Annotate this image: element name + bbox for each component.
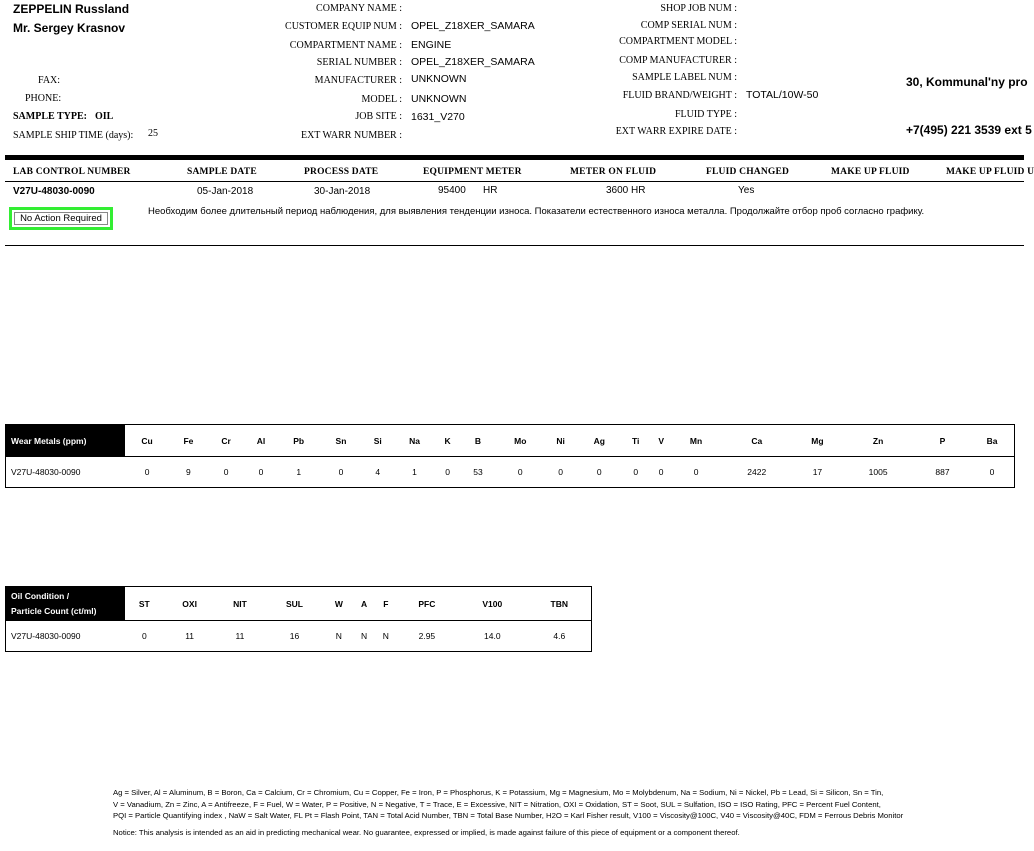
- table-cell: 0: [693, 467, 699, 477]
- field-label: MANUFACTURER :: [314, 75, 402, 86]
- status-badge: [9, 207, 113, 230]
- table-cell: N: [382, 631, 389, 641]
- table-cell: 2.95: [418, 631, 436, 641]
- field-value: OPEL_Z18XER_SAMARA: [411, 20, 535, 32]
- col-a: A: [353, 587, 375, 621]
- col-process-date: PROCESS DATE: [304, 167, 379, 177]
- col-v: V: [650, 425, 672, 457]
- oil-condition-title-line1: Oil Condition /: [11, 590, 70, 601]
- col-sul: SUL: [264, 587, 324, 621]
- table-cell: 16: [289, 631, 300, 641]
- row-label: V27U-48030-0090: [11, 467, 81, 477]
- col-st: ST: [125, 587, 164, 621]
- field-value: ENGINE: [411, 39, 452, 51]
- field-label: EXT WARR NUMBER :: [300, 130, 402, 141]
- section-rule: [5, 155, 1024, 160]
- col-f: F: [375, 587, 397, 621]
- col-tbn: TBN: [528, 587, 592, 621]
- field-label: MODEL :: [361, 94, 402, 105]
- col-na: Na: [393, 425, 435, 457]
- field-label: SERIAL NUMBER :: [316, 57, 402, 68]
- table-cell: 9: [186, 467, 191, 477]
- field-value: UNKNOWN: [411, 93, 467, 105]
- sample-type-value: OIL: [95, 111, 114, 122]
- wear-metals-header: [6, 425, 1015, 457]
- field-label: COMPARTMENT NAME :: [289, 40, 402, 51]
- table-cell: 17: [812, 467, 823, 477]
- wear-metals-table: [5, 424, 1015, 488]
- equipment-meter: 95400: [438, 185, 466, 196]
- wear-metals-title: Wear Metals (ppm): [6, 425, 126, 457]
- col-sample-date: SAMPLE DATE: [187, 167, 257, 177]
- row-label: V27U-48030-0090: [11, 631, 81, 641]
- col-w: W: [325, 587, 354, 621]
- oil-condition-title: [6, 587, 126, 621]
- table-cell: 14.0: [484, 631, 501, 641]
- ship-time-value: 25: [148, 128, 158, 139]
- table-row: [6, 621, 592, 652]
- col-mg: Mg: [794, 425, 842, 457]
- field-label: CUSTOMER EQUIP NUM :: [285, 21, 402, 32]
- col-p: P: [915, 425, 970, 457]
- field-label: SHOP JOB NUM :: [660, 3, 737, 14]
- field-label: COMPARTMENT MODEL :: [619, 36, 737, 47]
- col-b: B: [460, 425, 497, 457]
- col-oxi: OXI: [164, 587, 216, 621]
- table-cell: 887: [935, 467, 950, 477]
- oil-condition-title-line2: Particle Count (ct/ml): [11, 605, 97, 616]
- table-cell: 0: [658, 467, 664, 477]
- sample-type-label: SAMPLE TYPE:: [13, 111, 87, 122]
- field-label: SAMPLE LABEL NUM :: [632, 72, 737, 83]
- col-al: Al: [244, 425, 277, 457]
- col-ca: Ca: [720, 425, 794, 457]
- equipment-meter-unit: HR: [483, 185, 498, 196]
- table-cell: 0: [558, 467, 564, 477]
- fluid-changed: Yes: [738, 185, 755, 196]
- field-label: COMPANY NAME :: [316, 3, 402, 14]
- fax-label: FAX:: [38, 75, 61, 86]
- field-value: 1631_V270: [411, 111, 465, 123]
- section-bottom-rule: [5, 245, 1024, 246]
- field-label: COMP SERIAL NUM :: [640, 20, 737, 31]
- legend-notice: Notice: This analysis is intended as an aid in predicting mechanical wear. No guarantee, expressed or implied, is made against failure of this piece of equipment or a component thereof.: [113, 828, 740, 837]
- col-ba: Ba: [970, 425, 1014, 457]
- table-cell: 0: [517, 467, 523, 477]
- col-v100: V100: [457, 587, 528, 621]
- table-cell: N: [360, 631, 368, 641]
- col-mo: Mo: [496, 425, 544, 457]
- field-label: COMP MANUFACTURER :: [619, 55, 737, 66]
- col-fe: Fe: [169, 425, 208, 457]
- oil-condition-header: [6, 587, 592, 621]
- table-cell: 0: [141, 631, 147, 641]
- table-cell: 1005: [868, 467, 888, 477]
- col-ag: Ag: [577, 425, 621, 457]
- oil-condition-table: [5, 586, 592, 652]
- table-cell: 53: [473, 467, 483, 477]
- table-cell: 2422: [747, 467, 767, 477]
- legend-line-2: V = Vanadium, Zn = Zinc, A = Antifreeze, F = Fuel, W = Water, P = Positive, N = Negative, T = Trace, E = Excessive, NIT = Nitration, OXI = Oxidation, ST = Soot, SUL = Sulfation, ISO = ISO Rating, PFC = Percent Fuel Content,: [113, 800, 881, 809]
- table-cell: 0: [445, 467, 450, 477]
- col-ni: Ni: [544, 425, 577, 457]
- meter-on-fluid: 3600 HR: [606, 185, 646, 196]
- table-cell: 0: [633, 467, 639, 477]
- table-cell: 4: [375, 467, 381, 477]
- col-cu: Cu: [125, 425, 169, 457]
- field-label: JOB SITE :: [355, 111, 402, 122]
- sample-date: 05-Jan-2018: [197, 186, 254, 197]
- table-cell: 1: [412, 467, 417, 477]
- table-cell: 0: [338, 467, 344, 477]
- table-cell: 0: [223, 467, 229, 477]
- table-cell: 4.6: [553, 631, 566, 641]
- col-pb: Pb: [278, 425, 320, 457]
- legend-line-3: PQI = Particle Quantifying index , NaW = Salt Water, FL Pt = Flash Point, TAN = Total Acid Number, TBN = Total Base Number, H2O = Karl Fisher result, V100 = Viscosity@100C, V40 = Viscosity@40C, FDM = Ferrous Debris Monitor: [113, 811, 904, 820]
- col-meter-on-fluid: METER ON FLUID: [570, 167, 657, 177]
- col-equipment-meter: EQUIPMENT METER: [423, 167, 522, 177]
- col-make-up-fluid-unit: MAKE UP FLUID U: [946, 167, 1034, 177]
- table-cell: 11: [185, 631, 195, 641]
- table-cell: 1: [296, 467, 302, 477]
- address: 30, Kommunal'ny pro: [906, 75, 1028, 89]
- table-row: [6, 457, 1015, 488]
- header-underline: [5, 181, 1024, 182]
- contact-name: Mr. Sergey Krasnov: [13, 21, 126, 35]
- status-text: No Action Required: [20, 213, 102, 224]
- fluid-brand-value: TOTAL/10W-50: [746, 89, 819, 101]
- table-cell: 0: [144, 467, 150, 477]
- col-fluid-changed: FLUID CHANGED: [706, 167, 790, 177]
- col-make-up-fluid: MAKE UP FLUID: [831, 167, 910, 177]
- col-lab-control-number: LAB CONTROL NUMBER: [13, 167, 131, 177]
- col-sn: Sn: [320, 425, 362, 457]
- lab-control-number: V27U-48030-0090: [13, 186, 95, 197]
- legend-line-1: Ag = Silver, Al = Aluminum, B = Boron, Ca = Calcium, Cr = Chromium, Cu = Copper, Fe = Iron, P = Phosphorus, K = Potassium, Mg = Magnesium, Mo = Molybdenum, Na = Sodium, Ni = Nickel, Pb = Lead, Si = Silicon, Sn = Tin,: [113, 788, 884, 797]
- table-cell: 0: [989, 467, 995, 477]
- table-cell: 11: [235, 631, 245, 641]
- process-date: 30-Jan-2018: [314, 186, 371, 197]
- table-cell: 0: [258, 467, 264, 477]
- company-name: ZEPPELIN Russland: [13, 2, 130, 16]
- phone-label: PHONE:: [25, 93, 62, 104]
- field-label: FLUID TYPE :: [674, 109, 737, 120]
- field-label: EXT WARR EXPIRE DATE :: [615, 126, 737, 137]
- sample-comment: Необходим более длительный период наблюдения, для выявления тенденции износа. Показатели естественного износа металла. Продолжайте отбор проб согласно графику.: [148, 206, 925, 217]
- phone-number: +7(495) 221 3539 ext 5: [906, 123, 1032, 137]
- col-k: K: [436, 425, 460, 457]
- field-label: FLUID BRAND/WEIGHT :: [622, 90, 737, 101]
- table-cell: 0: [596, 467, 602, 477]
- table-cell: N: [335, 631, 342, 641]
- col-si: Si: [362, 425, 393, 457]
- col-ti: Ti: [621, 425, 650, 457]
- field-value: UNKNOWN: [411, 73, 467, 85]
- col-mn: Mn: [672, 425, 720, 457]
- ship-time-label: SAMPLE SHIP TIME (days):: [13, 130, 134, 141]
- field-value: OPEL_Z18XER_SAMARA: [411, 56, 535, 68]
- col-pfc: PFC: [397, 587, 457, 621]
- col-nit: NIT: [216, 587, 265, 621]
- col-cr: Cr: [208, 425, 245, 457]
- col-zn: Zn: [841, 425, 915, 457]
